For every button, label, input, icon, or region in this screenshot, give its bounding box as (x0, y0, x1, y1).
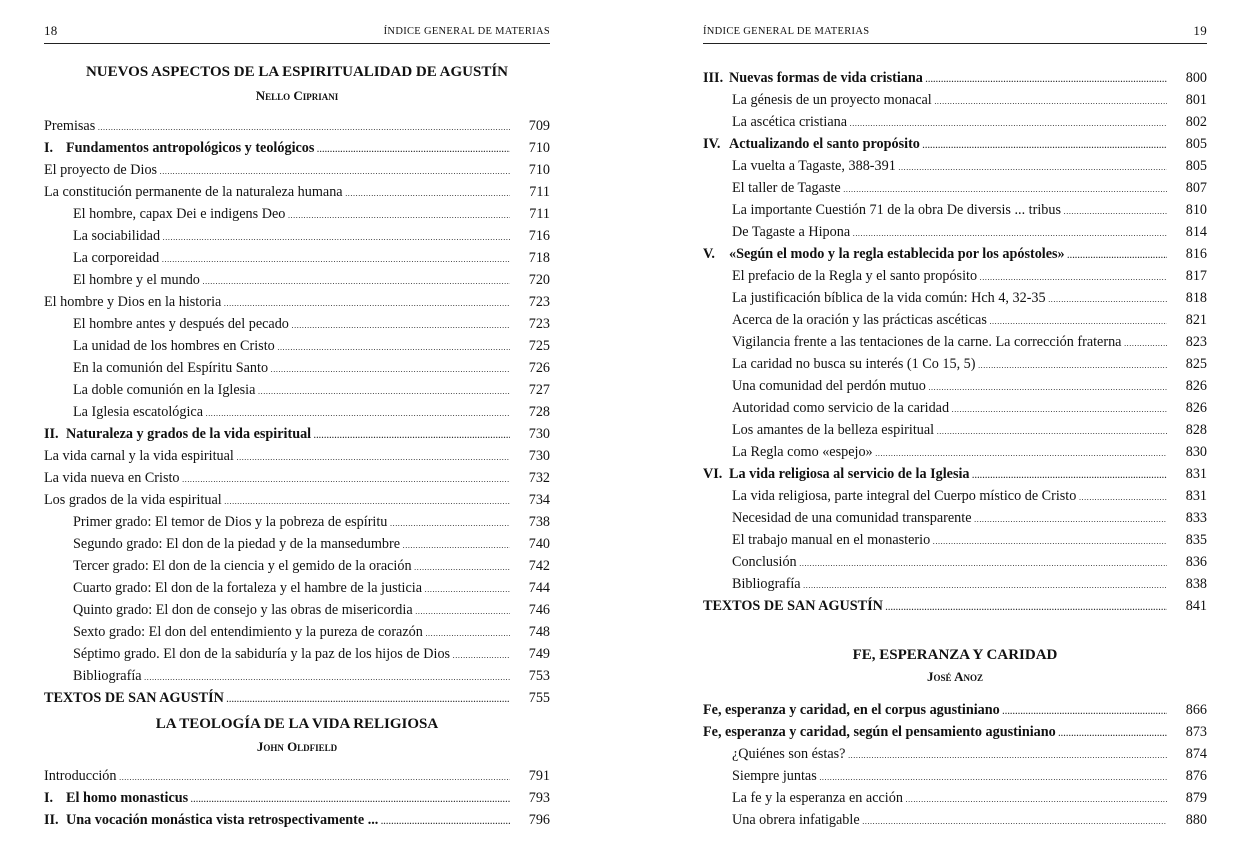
toc-entry (703, 265, 1207, 287)
toc-entry (44, 335, 550, 357)
toc-entry (703, 177, 1207, 199)
toc-entry (44, 599, 550, 621)
section-title: FE, ESPERANZA Y CARIDAD (852, 647, 1058, 663)
toc-entry-page: 723 (528, 294, 550, 310)
toc-entry (703, 287, 1207, 309)
toc-entry (44, 489, 550, 511)
toc-entry-text: Naturaleza y grados de la vida espiritual (66, 426, 312, 442)
section-title: NUEVOS ASPECTOS DE LA ESPIRITUALIDAD DE AGUSTÍN (85, 64, 509, 80)
toc-entry-page: 732 (528, 470, 550, 486)
toc-entry-text: La Regla como «espejo» (732, 444, 873, 460)
toc-entry-label (732, 177, 1167, 201)
toc-entry (44, 445, 550, 467)
toc-entry-page: 823 (1185, 334, 1207, 350)
toc-entry (44, 621, 550, 643)
toc-entry-label (44, 423, 510, 447)
toc-entry-numeral: VI. (703, 466, 723, 482)
toc-entry-label (73, 379, 510, 403)
toc-entry-page: 879 (1185, 790, 1207, 806)
toc-entry-label (44, 765, 510, 789)
toc-entry-label (732, 353, 1167, 377)
toc-entry-label (732, 419, 1167, 443)
toc-list (44, 115, 550, 709)
toc-entry-text: Cuarto grado: El don de la fortaleza y el hambre de la justicia (73, 580, 423, 596)
toc-entry-page: 742 (528, 558, 550, 574)
toc-entry-page: 725 (528, 338, 550, 354)
toc-entry-page: 734 (528, 492, 550, 508)
toc-entry-label (73, 335, 510, 359)
toc-entry-page: 838 (1185, 576, 1207, 592)
toc-entry (703, 221, 1207, 243)
toc-entry-text: Actualizando el santo propósito (729, 136, 920, 152)
toc-entry-text: El homo monasticus (66, 790, 189, 806)
toc-entry-text: La ascética cristiana (732, 114, 848, 130)
toc-entry (703, 595, 1207, 617)
toc-entry-page: 727 (528, 382, 550, 398)
toc-entry-text: Fe, esperanza y caridad, según el pensamiento agustiniano (703, 724, 1056, 740)
toc-entry-label (732, 309, 1167, 333)
toc-entry-label (44, 687, 510, 711)
toc-entry-page: 793 (528, 790, 550, 806)
toc-entry (703, 397, 1207, 419)
toc-entry-page: 723 (528, 316, 550, 332)
toc-entry (703, 765, 1207, 787)
page-number: 19 (1193, 23, 1207, 38)
toc-entry-numeral: V. (703, 246, 715, 262)
toc-entry-page: 826 (1185, 378, 1207, 394)
toc-entry-page: 876 (1185, 768, 1207, 784)
toc-entry-page: 730 (528, 448, 550, 464)
toc-entry-label (73, 225, 510, 249)
toc-entry-label (44, 137, 510, 161)
toc-entry-text: Bibliografía (732, 576, 801, 592)
section-title: LA TEOLOGÍA DE LA VIDA RELIGIOSA (155, 716, 439, 732)
toc-entry-page: 711 (529, 184, 550, 200)
toc-entry-text: Necesidad de una comunidad transparente (732, 510, 972, 526)
toc-entry (703, 419, 1207, 441)
toc-entry (703, 89, 1207, 111)
toc-entry-label (73, 511, 510, 535)
toc-entry (44, 787, 550, 809)
toc-entry-label (73, 533, 510, 557)
toc-entry-page: 805 (1185, 158, 1207, 174)
toc-entry-text: Primer grado: El temor de Dios y la pobreza de espíritu (73, 514, 388, 530)
toc-entry-page: 720 (528, 272, 550, 288)
toc-entry (44, 809, 550, 831)
toc-entry-label (732, 111, 1167, 135)
toc-entry-label (44, 467, 510, 491)
toc-entry-label (44, 809, 510, 833)
toc-entry-page: 841 (1185, 598, 1207, 614)
toc-entry-label (44, 159, 510, 183)
toc-entry-text: Vigilancia frente a las tentaciones de la carne. La corrección fraterna (732, 334, 1122, 350)
toc-entry (703, 573, 1207, 595)
toc-entry-text: La vida religiosa al servicio de la Iglesia (729, 466, 970, 482)
toc-entry-page: 880 (1185, 812, 1207, 828)
toc-entry-page: 801 (1185, 92, 1207, 108)
toc-entry-page: 835 (1185, 532, 1207, 548)
toc-entry-text: El prefacio de la Regla y el santo propósito (732, 268, 978, 284)
toc-entry-text: El taller de Tagaste (732, 180, 841, 196)
toc-entry (703, 721, 1207, 743)
toc-entry-page: 796 (528, 812, 550, 828)
toc-entry-text: Conclusión (732, 554, 797, 570)
toc-entry-text: La corporeidad (73, 250, 160, 266)
toc-entry (703, 485, 1207, 507)
toc-entry-text: Autoridad como servicio de la caridad (732, 400, 950, 416)
toc-entry-label (703, 133, 1167, 157)
toc-entry-page: 748 (528, 624, 550, 640)
toc-entry-text: Fundamentos antropológicos y teológicos (66, 140, 315, 156)
toc-entry (44, 269, 550, 291)
toc-entry-label (732, 765, 1167, 789)
toc-entry (44, 225, 550, 247)
running-head-title: ÍNDICE GENERAL DE MATERIAS (703, 26, 870, 37)
toc-entry-label (732, 155, 1167, 179)
toc-entry-label (703, 595, 1167, 619)
toc-entry-text: Siempre juntas (732, 768, 817, 784)
toc-entry-text: La vida religiosa, parte integral del Cuerpo místico de Cristo (732, 488, 1077, 504)
toc-entry-label (73, 203, 510, 227)
toc-entry-page: 807 (1185, 180, 1207, 196)
toc-entry-label (44, 291, 510, 315)
toc-entry-page: 866 (1185, 702, 1207, 718)
toc-entry-text: El hombre y el mundo (73, 272, 200, 288)
toc-entry-label (73, 665, 510, 689)
toc-entry (44, 665, 550, 687)
toc-entry-page: 709 (528, 118, 550, 134)
toc-entry (44, 765, 550, 787)
toc-entry-text: Acerca de la oración y las prácticas ascéticas (732, 312, 987, 328)
toc-entry-text: La génesis de un proyecto monacal (732, 92, 932, 108)
toc-entry (703, 375, 1207, 397)
page-number: 18 (44, 23, 58, 38)
toc-entry (44, 555, 550, 577)
toc-entry (703, 529, 1207, 551)
toc-entry-text: La vida carnal y la vida espiritual (44, 448, 234, 464)
toc-entry-label (44, 787, 510, 811)
toc-entry-label (73, 247, 510, 271)
toc-entry-label (732, 485, 1167, 509)
header-rule (44, 43, 550, 44)
toc-entry-page: 805 (1185, 136, 1207, 152)
toc-entry (703, 463, 1207, 485)
toc-entry-label (73, 269, 510, 293)
toc-entry-text: Una comunidad del perdón mutuo (732, 378, 926, 394)
toc-entry-numeral: I. (44, 790, 54, 806)
toc-entry (703, 199, 1207, 221)
toc-entry (703, 243, 1207, 265)
toc-entry-page: 802 (1185, 114, 1207, 130)
toc-entry-label (732, 507, 1167, 531)
toc-entry (44, 181, 550, 203)
toc-entry-label (73, 643, 510, 667)
toc-entry-label (73, 401, 510, 425)
toc-entry-page: 753 (528, 668, 550, 684)
toc-entry-text: Fe, esperanza y caridad, en el corpus agustiniano (703, 702, 1000, 718)
toc-entry-label (732, 287, 1167, 311)
running-head (703, 23, 1207, 40)
toc-entry (44, 203, 550, 225)
toc-entry-text: Introducción (44, 768, 117, 784)
toc-entry-text: Los amantes de la belleza espiritual (732, 422, 935, 438)
toc-entry (703, 111, 1207, 133)
toc-entry (703, 743, 1207, 765)
toc-entry-numeral: II. (44, 812, 59, 828)
toc-entry (703, 353, 1207, 375)
toc-entry-label (73, 357, 510, 381)
toc-entry (44, 401, 550, 423)
toc-entry-text: TEXTOS DE SAN AGUSTÍN (703, 598, 883, 614)
toc-entry (703, 787, 1207, 809)
toc-entry (44, 511, 550, 533)
toc-entry-page: 710 (528, 162, 550, 178)
toc-entry-label (732, 743, 1167, 767)
toc-entry-numeral: I. (44, 140, 54, 156)
toc-entry-text: Bibliografía (73, 668, 142, 684)
toc-entry-page: 830 (1185, 444, 1207, 460)
toc-entry-label (703, 699, 1167, 723)
toc-entry-page: 749 (528, 646, 550, 662)
toc-entry-numeral: III. (703, 70, 724, 86)
toc-entry-text: «Según el modo y la regla establecida por los apóstoles» (729, 246, 1065, 262)
toc-entry-label (44, 115, 510, 139)
toc-entry-text: El proyecto de Dios (44, 162, 158, 178)
toc-entry-label (44, 489, 510, 513)
toc-entry-page: 821 (1185, 312, 1207, 328)
toc-entry (703, 155, 1207, 177)
toc-entry-text: Sexto grado: El don del entendimiento y la pureza de corazón (73, 624, 423, 640)
toc-entry-text: El hombre antes y después del pecado (73, 316, 289, 332)
right-page (703, 0, 1207, 859)
toc-entry-label (732, 551, 1167, 575)
toc-entry (44, 687, 550, 709)
toc-entry-page: 816 (1185, 246, 1207, 262)
toc-entry (44, 467, 550, 489)
toc-entry-page: 836 (1185, 554, 1207, 570)
toc-entry-page: 726 (528, 360, 550, 376)
toc-entry-text: La justificación bíblica de la vida común: Hch 4, 32-35 (732, 290, 1046, 306)
toc-entry-page: 828 (1185, 422, 1207, 438)
toc-entry-page: 814 (1185, 224, 1207, 240)
toc-entry-text: La importante Cuestión 71 de la obra De diversis ... tribus (732, 202, 1062, 218)
toc-entry (44, 247, 550, 269)
toc-entry-text: La constitución permanente de la naturaleza humana (44, 184, 343, 200)
toc-list (44, 765, 550, 831)
toc-entry (44, 533, 550, 555)
toc-entry-text: Tercer grado: El don de la ciencia y el gemido de la oración (73, 558, 412, 574)
toc-entry-text: El hombre, capax Dei e indigens Deo (73, 206, 286, 222)
toc-entry-text: Una obrera infatigable (732, 812, 860, 828)
toc-entry-page: 730 (528, 426, 550, 442)
toc-entry-numeral: II. (44, 426, 59, 442)
toc-entry-label (703, 243, 1167, 267)
toc-entry-label (73, 313, 510, 337)
toc-entry (44, 423, 550, 445)
toc-entry (703, 67, 1207, 89)
toc-entry-page: 831 (1185, 466, 1207, 482)
toc-entry-page: 738 (528, 514, 550, 530)
toc-entry-text: Séptimo grado. El don de la sabiduría y la paz de los hijos de Dios (73, 646, 451, 662)
toc-entry-text: La vuelta a Tagaste, 388-391 (732, 158, 896, 174)
toc-entry-page: 831 (1185, 488, 1207, 504)
toc-entry (44, 577, 550, 599)
toc-entry-label (73, 577, 510, 601)
toc-list (703, 699, 1207, 831)
left-page (44, 0, 550, 859)
toc-entry-text: De Tagaste a Hipona (732, 224, 851, 240)
toc-entry-label (73, 621, 510, 645)
toc-entry-label (73, 555, 510, 579)
toc-entry-page: 791 (528, 768, 550, 784)
toc-entry-page: 817 (1185, 268, 1207, 284)
toc-entry-page: 874 (1185, 746, 1207, 762)
toc-entry (44, 643, 550, 665)
toc-entry-text: La unidad de los hombres en Cristo (73, 338, 275, 354)
toc-entry-label (732, 529, 1167, 553)
toc-entry-label (732, 787, 1167, 811)
toc-entry-label (732, 573, 1167, 597)
toc-entry-text: La Iglesia escatológica (73, 404, 203, 420)
toc-entry (44, 137, 550, 159)
toc-entry-page: 740 (528, 536, 550, 552)
running-head-title: ÍNDICE GENERAL DE MATERIAS (383, 26, 550, 37)
toc-entry-text: ¿Quiénes son éstas? (732, 746, 846, 762)
toc-entry-page: 818 (1185, 290, 1207, 306)
toc-entry-page: 746 (528, 602, 550, 618)
toc-entry (703, 133, 1207, 155)
toc-entry-text: Quinto grado: El don de consejo y las obras de misericordia (73, 602, 413, 618)
section-author: José Anoz (927, 669, 983, 684)
toc-entry-label (732, 221, 1167, 245)
toc-entry-page: 800 (1185, 70, 1207, 86)
toc-entry-label (732, 265, 1167, 289)
toc-entry-page: 728 (528, 404, 550, 420)
toc-entry-label (44, 181, 510, 205)
toc-entry-label (703, 67, 1167, 91)
toc-entry-page: 718 (528, 250, 550, 266)
toc-entry (703, 507, 1207, 529)
toc-entry-label (732, 199, 1167, 223)
toc-entry-text: La doble comunión en la Iglesia (73, 382, 256, 398)
toc-entry-page: 810 (1185, 202, 1207, 218)
toc-entry-page: 833 (1185, 510, 1207, 526)
toc-entry-text: La sociabilidad (73, 228, 161, 244)
running-head (44, 23, 550, 40)
toc-entry (703, 441, 1207, 463)
toc-entry (703, 331, 1207, 353)
toc-entry-label (732, 331, 1167, 355)
toc-entry-label (44, 445, 510, 469)
header-rule (703, 43, 1207, 44)
toc-entry-page: 873 (1185, 724, 1207, 740)
toc-entry-text: Una vocación monástica vista retrospectivamente ... (66, 812, 379, 828)
toc-entry-text: En la comunión del Espíritu Santo (73, 360, 269, 376)
toc-entry-text: El hombre y Dios en la historia (44, 294, 222, 310)
toc-entry-numeral: IV. (703, 136, 721, 152)
toc-entry-page: 711 (529, 206, 550, 222)
toc-entry-page: 826 (1185, 400, 1207, 416)
toc-entry-page: 710 (528, 140, 550, 156)
toc-entry-label (732, 809, 1167, 833)
toc-entry-label (73, 599, 510, 623)
toc-entry-page: 825 (1185, 356, 1207, 372)
toc-entry (44, 115, 550, 137)
toc-list (703, 67, 1207, 617)
toc-entry-text: Nuevas formas de vida cristiana (729, 70, 923, 86)
toc-entry-label (732, 375, 1167, 399)
toc-entry (44, 379, 550, 401)
toc-entry-text: La vida nueva en Cristo (44, 470, 180, 486)
toc-entry-text: La fe y la esperanza en acción (732, 790, 903, 806)
toc-entry-text: Premisas (44, 118, 96, 134)
toc-entry-text: El trabajo manual en el monasterio (732, 532, 931, 548)
toc-entry (703, 309, 1207, 331)
toc-entry (44, 159, 550, 181)
toc-entry (703, 551, 1207, 573)
toc-entry-text: Segundo grado: El don de la piedad y de la mansedumbre (73, 536, 401, 552)
toc-entry-label (732, 397, 1167, 421)
section-author: John Oldfield (256, 739, 338, 754)
toc-entry-label (703, 721, 1167, 745)
toc-entry-page: 755 (528, 690, 550, 706)
toc-entry-page: 716 (528, 228, 550, 244)
toc-entry (703, 699, 1207, 721)
toc-entry-text: Los grados de la vida espiritual (44, 492, 222, 508)
toc-entry-text: La caridad no busca su interés (1 Co 15, 5) (732, 356, 976, 372)
toc-entry (703, 809, 1207, 831)
toc-entry (44, 313, 550, 335)
toc-entry-label (703, 463, 1167, 487)
toc-entry (44, 291, 550, 313)
toc-entry-label (732, 441, 1167, 465)
toc-entry (44, 357, 550, 379)
section-author: Nello Cipriani (255, 88, 339, 103)
toc-entry-text: TEXTOS DE SAN AGUSTÍN (44, 690, 224, 706)
toc-entry-label (732, 89, 1167, 113)
toc-entry-page: 744 (528, 580, 550, 596)
